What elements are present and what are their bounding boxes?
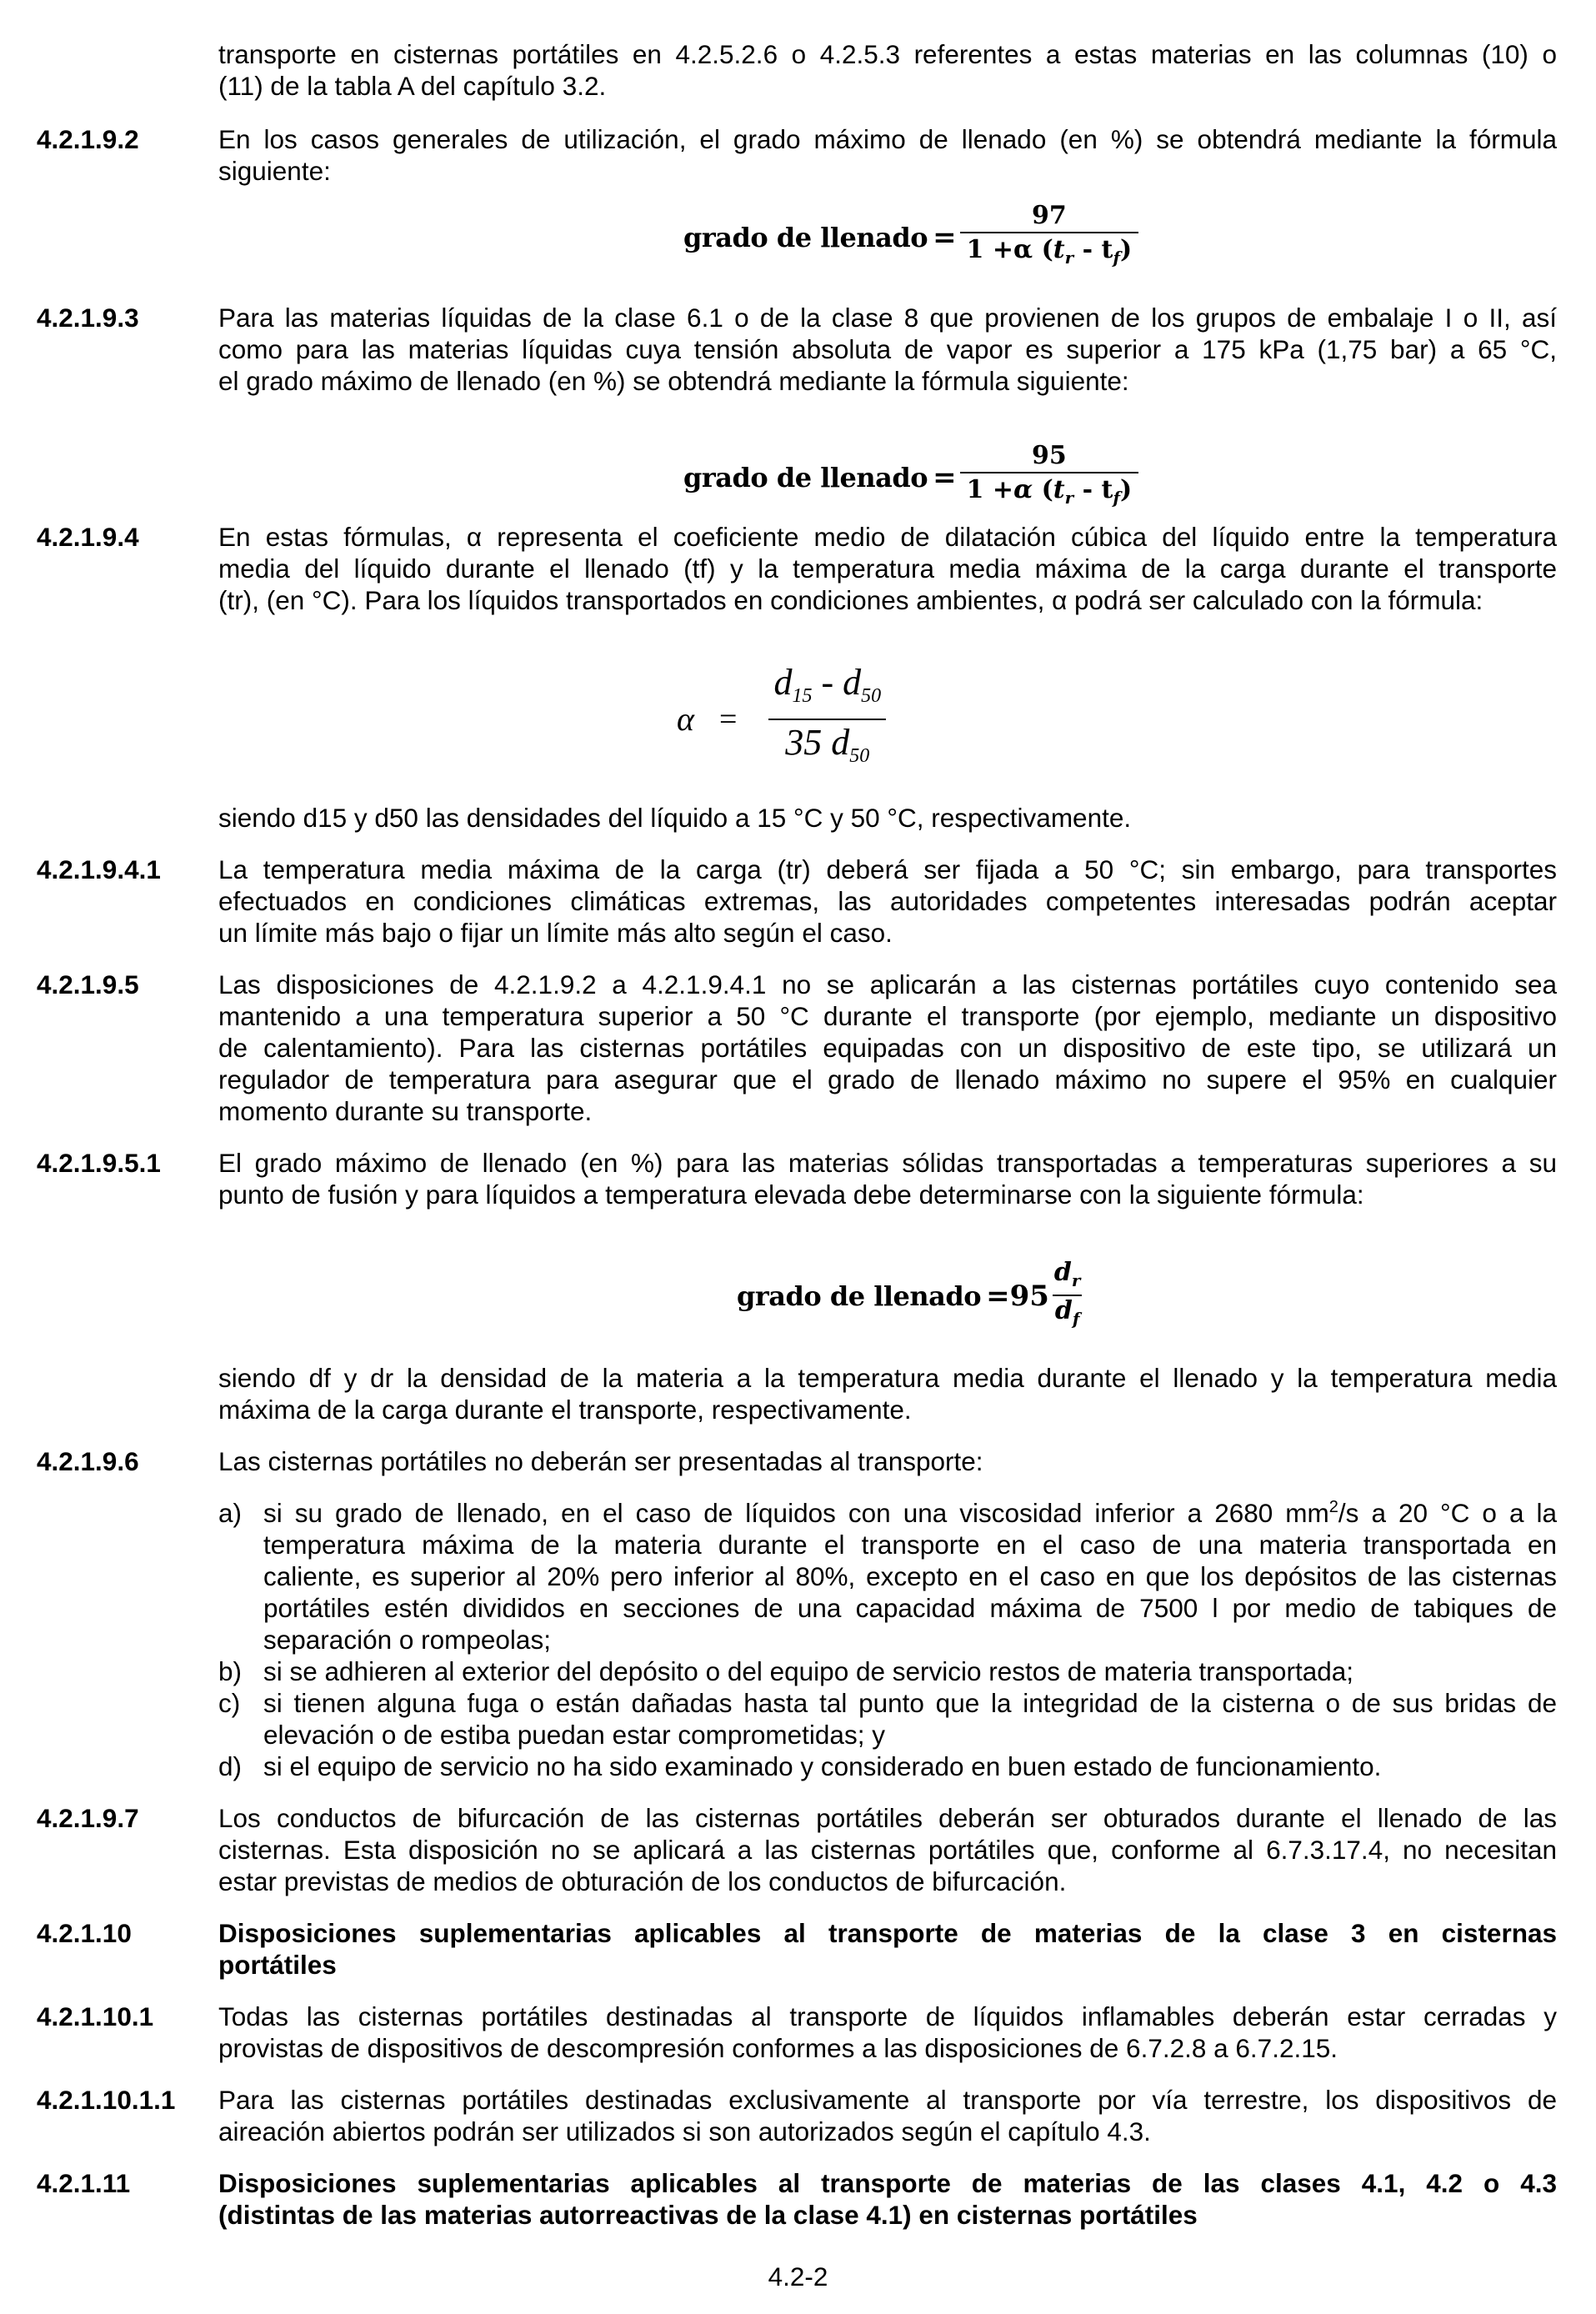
formula-fraction bbox=[1053, 1259, 1083, 1334]
fill-degree-formula-density bbox=[737, 1259, 1082, 1334]
list-label: b) bbox=[218, 1656, 243, 1686]
paragraph-line: provistas de dispositivos de descompresión conformes a las disposiciones de 6.7.2.8 a 6.7.2.15. bbox=[218, 2033, 1338, 2063]
paragraph-line: Para las cisternas portátiles destinadas exclusivamente al transporte por vía terrestre, los dispositivos de bbox=[218, 2085, 1557, 2115]
section-number: 4.2.1.10.1 bbox=[37, 2001, 154, 2031]
paragraph-line: un límite más bajo o fijar un límite más alto según el caso. bbox=[218, 918, 893, 948]
paragraph-line: regulador de temperatura para asegurar que el grado de llenado máximo no supere el 95% en cualquier bbox=[218, 1064, 1557, 1094]
paragraph-line: efectuados en condiciones climáticas extremas, las autoridades competentes interesadas podrán aceptar bbox=[218, 886, 1557, 916]
section-heading: portátiles bbox=[218, 1950, 337, 1980]
paragraph-line: el grado máximo de llenado (en %) se obtendrá mediante la fórmula siguiente: bbox=[218, 366, 1129, 396]
list-item-line: portátiles estén divididos en secciones de una capacidad máxima de 7500 l por medio de tabiques de bbox=[263, 1593, 1557, 1623]
section-heading: (distintas de las materias autorreactivas de la clase 4.1) en cisternas portátiles bbox=[218, 2200, 1198, 2230]
section-number: 4.2.1.9.3 bbox=[37, 303, 139, 333]
paragraph-line: punto de fusión y para líquidos a temperatura elevada debe determinarse con la siguiente fórmula: bbox=[218, 1180, 1364, 1210]
alpha-symbol: α bbox=[677, 700, 694, 739]
section-number: 4.2.1.10 bbox=[37, 1918, 132, 1948]
paragraph-line: aireación abiertos podrán ser utilizados si son autorizados según el capítulo 4.3. bbox=[218, 2116, 1151, 2146]
list-label: d) bbox=[218, 1751, 243, 1781]
paragraph-line: momento durante su transporte. bbox=[218, 1096, 593, 1126]
formula-denominator: 35 $d_{50}$ bbox=[785, 721, 870, 767]
list-item-line: temperatura máxima de la materia durante el transporte en el caso de una materia transportada en bbox=[263, 1530, 1557, 1560]
paragraph-line: Para las materias líquidas de la clase 6.1 o de la clase 8 que provienen de los grupos de embalaje I o II, así bbox=[218, 303, 1557, 333]
intro-line-1: transporte en cisternas portátiles en 4.2.5.2.6 o 4.2.5.3 referentes a estas materias en las columnas (10) o bbox=[218, 39, 1557, 69]
formula-equals: = bbox=[933, 460, 957, 494]
formula-equals: =95 bbox=[986, 1280, 1049, 1313]
formula-numerator: 97 bbox=[1032, 201, 1067, 230]
formula-lhs: grado de llenado bbox=[683, 461, 928, 493]
section-heading: Disposiciones suplementarias aplicables al transporte de materias de la clase 3 en cisternas bbox=[218, 1918, 1557, 1948]
section-number: 4.2.1.9.6 bbox=[37, 1446, 139, 1476]
paragraph-line: La temperatura media máxima de la carga (tr) deberá ser fijada a 50 °C; sin embargo, para transportes bbox=[218, 854, 1557, 884]
paragraph-line: Los conductos de bifurcación de las cisternas portátiles deberán ser obturados durante el llenado de las bbox=[218, 1803, 1557, 1833]
list-item-line: elevación o de estiba puedan estar comprometidas; y bbox=[263, 1720, 885, 1750]
formula-equals: = bbox=[719, 701, 738, 737]
paragraph-line: siendo d15 y d50 las densidades del líquido a 15 °C y 50 °C, respectivamente. bbox=[218, 803, 1132, 833]
paragraph-line: siguiente: bbox=[218, 156, 331, 186]
paragraph-line: Todas las cisternas portátiles destinadas al transporte de líquidos inflamables deberán estar cerradas y bbox=[218, 2001, 1557, 2031]
section-number: 4.2.1.9.4.1 bbox=[37, 854, 161, 884]
page-number: 4.2-2 bbox=[768, 2261, 828, 2291]
paragraph-line: de calentamiento). Para las cisternas portátiles equipadas con un dispositivo de este tipo, se utilizará un bbox=[218, 1033, 1557, 1063]
formula-denominator: 1 +α $(t_r - t_f)$ bbox=[966, 475, 1133, 508]
paragraph-line: En los casos generales de utilización, el grado máximo de llenado (en %) se obtendrá mediante la fórmula bbox=[218, 124, 1557, 154]
formula-denominator: $d_f$ bbox=[1054, 1296, 1080, 1329]
paragraph-line: (tr), (en °C). Para los líquidos transportados en condiciones ambientes, α podrá ser calculado con la fórmula: bbox=[218, 585, 1483, 615]
fill-degree-formula-95 bbox=[683, 440, 1138, 514]
formula-denominator: 1 +α $(t_r - t_f)$ bbox=[966, 235, 1133, 268]
formula-numerator: 95 bbox=[1032, 441, 1067, 470]
paragraph-line: estar previstas de medios de obturación de los conductos de bifurcación. bbox=[218, 1866, 1067, 1896]
intro-line-2: (11) de la tabla A del capítulo 3.2. bbox=[218, 71, 607, 101]
list-item-line: si tienen alguna fuga o están dañadas hasta tal punto que la integridad de la cisterna o de sus bridas de bbox=[263, 1688, 1557, 1718]
paragraph-line: máxima de la carga durante el transporte, respectivamente. bbox=[218, 1395, 912, 1425]
formula-fraction bbox=[960, 440, 1139, 514]
section-number: 4.2.1.9.7 bbox=[37, 1803, 139, 1833]
paragraph-line: siendo df y dr la densidad de la materia a la temperatura media durante el llenado y la temperatura media bbox=[218, 1363, 1557, 1393]
formula-equals: = bbox=[933, 220, 957, 254]
list-label: c) bbox=[218, 1688, 241, 1718]
formula-numerator: $d_{15} - d_{50}$ bbox=[773, 662, 882, 707]
section-number: 4.2.1.10.1.1 bbox=[37, 2085, 176, 2115]
section-number: 4.2.1.9.5 bbox=[37, 969, 139, 999]
alpha-formula bbox=[677, 660, 886, 779]
paragraph-line: Las cisternas portátiles no deberán ser presentadas al transporte: bbox=[218, 1446, 983, 1476]
formula-lhs: grado de llenado bbox=[737, 1280, 982, 1312]
formula-numerator: $d_r$ bbox=[1053, 1258, 1081, 1290]
list-label: a) bbox=[218, 1498, 243, 1528]
list-item-line: si su grado de llenado, en el caso de líquidos con una viscosidad inferior a 2680 $mm^2/s$ a 20 °C o a la bbox=[263, 1498, 1558, 1528]
list-item-line: si se adhieren al exterior del depósito o del equipo de servicio restos de materia transportada; bbox=[263, 1656, 1354, 1686]
section-number: 4.2.1.9.2 bbox=[37, 124, 139, 154]
paragraph-line: En estas fórmulas, α representa el coeficiente medio de dilatación cúbica del líquido entre la temperatura bbox=[218, 522, 1557, 552]
paragraph-line: cisternas. Esta disposición no se aplicará a las cisternas portátiles que, conforme al 6.7.3.17.4, no necesitan bbox=[218, 1835, 1557, 1865]
paragraph-line: media del líquido durante el llenado (tf) y la temperatura media máxima de la carga durante el transporte bbox=[218, 553, 1557, 584]
paragraph-line: mantenido a una temperatura superior a 50 °C durante el transporte (por ejemplo, mediante un dispositivo bbox=[218, 1001, 1557, 1031]
section-number: 4.2.1.9.4 bbox=[37, 522, 139, 552]
section-heading: Disposiciones suplementarias aplicables al transporte de materias de las clases 4.1, 4.2 o 4.3 bbox=[218, 2168, 1557, 2198]
formula-fraction bbox=[768, 660, 886, 779]
list-item-line: caliente, es superior al 20% pero inferior al 80%, excepto en el caso en que los depósitos de las cisternas bbox=[263, 1561, 1557, 1591]
section-number: 4.2.1.9.5.1 bbox=[37, 1148, 161, 1178]
paragraph-line: Las disposiciones de 4.2.1.9.2 a 4.2.1.9.4.1 no se aplicarán a las cisternas portátiles cuyo contenido sea bbox=[218, 969, 1557, 999]
formula-fraction bbox=[960, 200, 1139, 274]
paragraph-line: El grado máximo de llenado (en %) para las materias sólidas transportadas a temperaturas superiores a su bbox=[218, 1148, 1557, 1178]
fill-degree-formula-97 bbox=[683, 200, 1138, 274]
section-number: 4.2.1.11 bbox=[37, 2168, 131, 2198]
formula-lhs: grado de llenado bbox=[683, 221, 928, 253]
list-item-line: separación o rompeolas; bbox=[263, 1625, 551, 1655]
paragraph-line: como para las materias líquidas cuya tensión absoluta de vapor es superior a 175 kPa (1,75 bar) a 65 °C, bbox=[218, 334, 1557, 364]
list-item-line: si el equipo de servicio no ha sido examinado y considerado en buen estado de funcionamiento. bbox=[263, 1751, 1382, 1781]
